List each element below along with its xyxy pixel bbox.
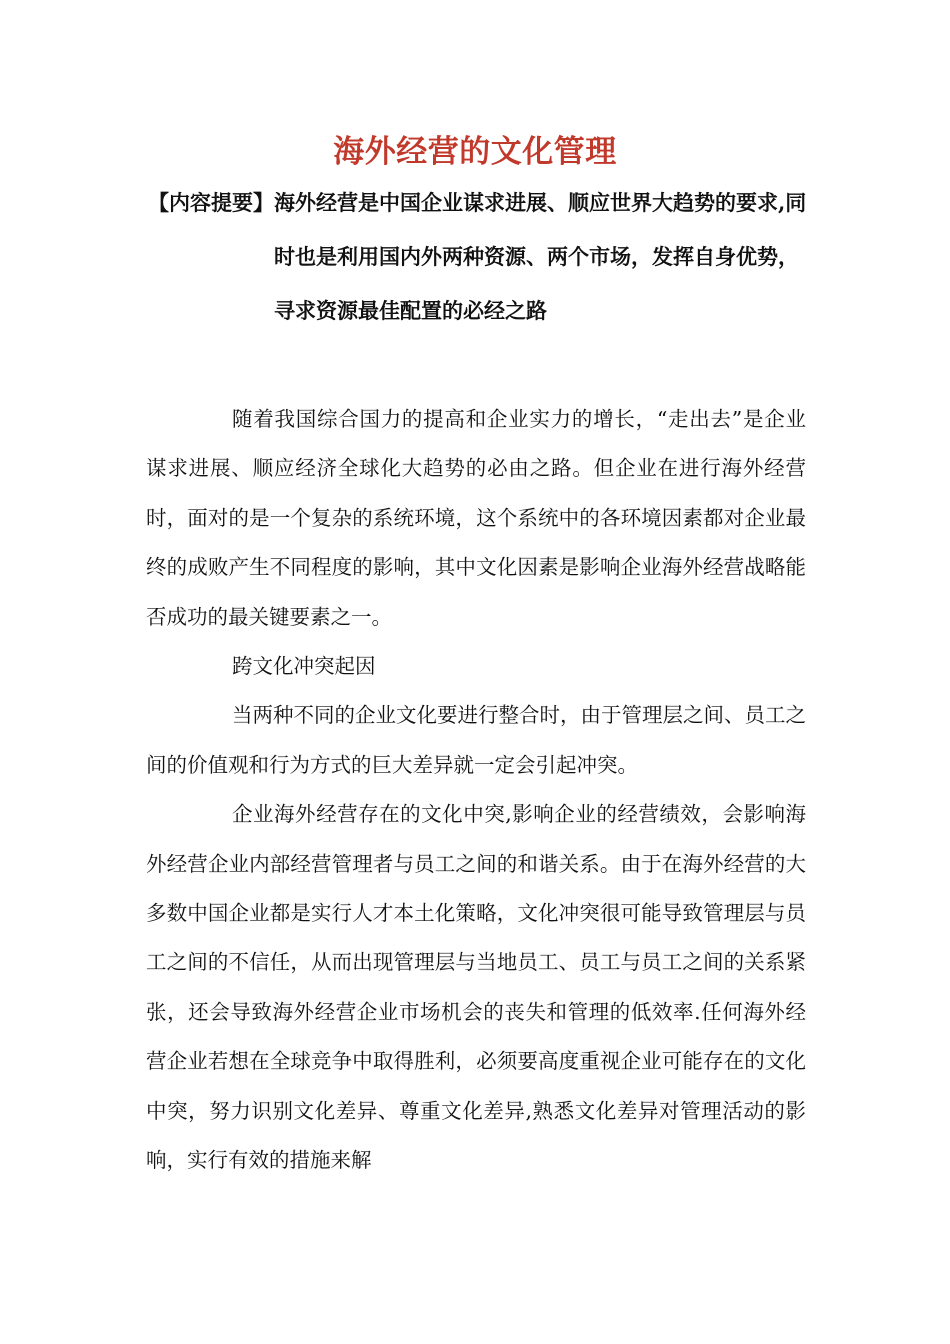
document-body bbox=[146, 395, 806, 1186]
paragraph-intro: 随着我国综合国力的提高和企业实力的增长，“走出去”是企业谋求进展、顺应经济全球化大趋势的必由之路。但企业在进行海外经营时，面对的是一个复杂的系统环境，这个系统中的各环境因素都对企业最终的成败产生不同程度的影响，其中文化因素是影响企业海外经营战略能否成功的最关键要素之一。 bbox=[146, 407, 806, 629]
paragraph-conflict-cause: 当两种不同的企业文化要进行整合时，由于管理层之间、员工之间的价值观和行为方式的巨大差异就一定会引起冲突。 bbox=[146, 703, 806, 777]
document-title: 海外经营的文化管理 bbox=[333, 134, 617, 170]
abstract-block bbox=[148, 176, 808, 338]
section-heading: 跨文化冲突起因 bbox=[232, 654, 376, 679]
abstract-text: 海外经营是中国企业谋求进展、顺应世界大趋势的要求,同时也是利用国内外两种资源、两个市场，发挥自身优势，寻求资源最佳配置的必经之路 bbox=[274, 190, 807, 323]
abstract-label: 【内容提要】 bbox=[148, 190, 274, 215]
paragraph-conflict-impact: 企业海外经营存在的文化中突,影响企业的经营绩效，会影响海外经营企业内部经营管理者与员工之间的和谐关系。由于在海外经营的大多数中国企业都是实行人才本土化策略，文化冲突很可能导致管理层与员工之间的不信任，从而出现管理层与当地员工、员工与员工之间的关系紧张，还会导致海外经营企业市场机会的丧失和管理的低效率.任何海外经营企业若想在全球竞争中取得胜利，必须要高度重视企业可能存在的文化中突，努力识别文化差异、尊重文化差异,熟悉文化差异对管理活动的影响，实行有效的措施来解 bbox=[146, 802, 806, 1173]
